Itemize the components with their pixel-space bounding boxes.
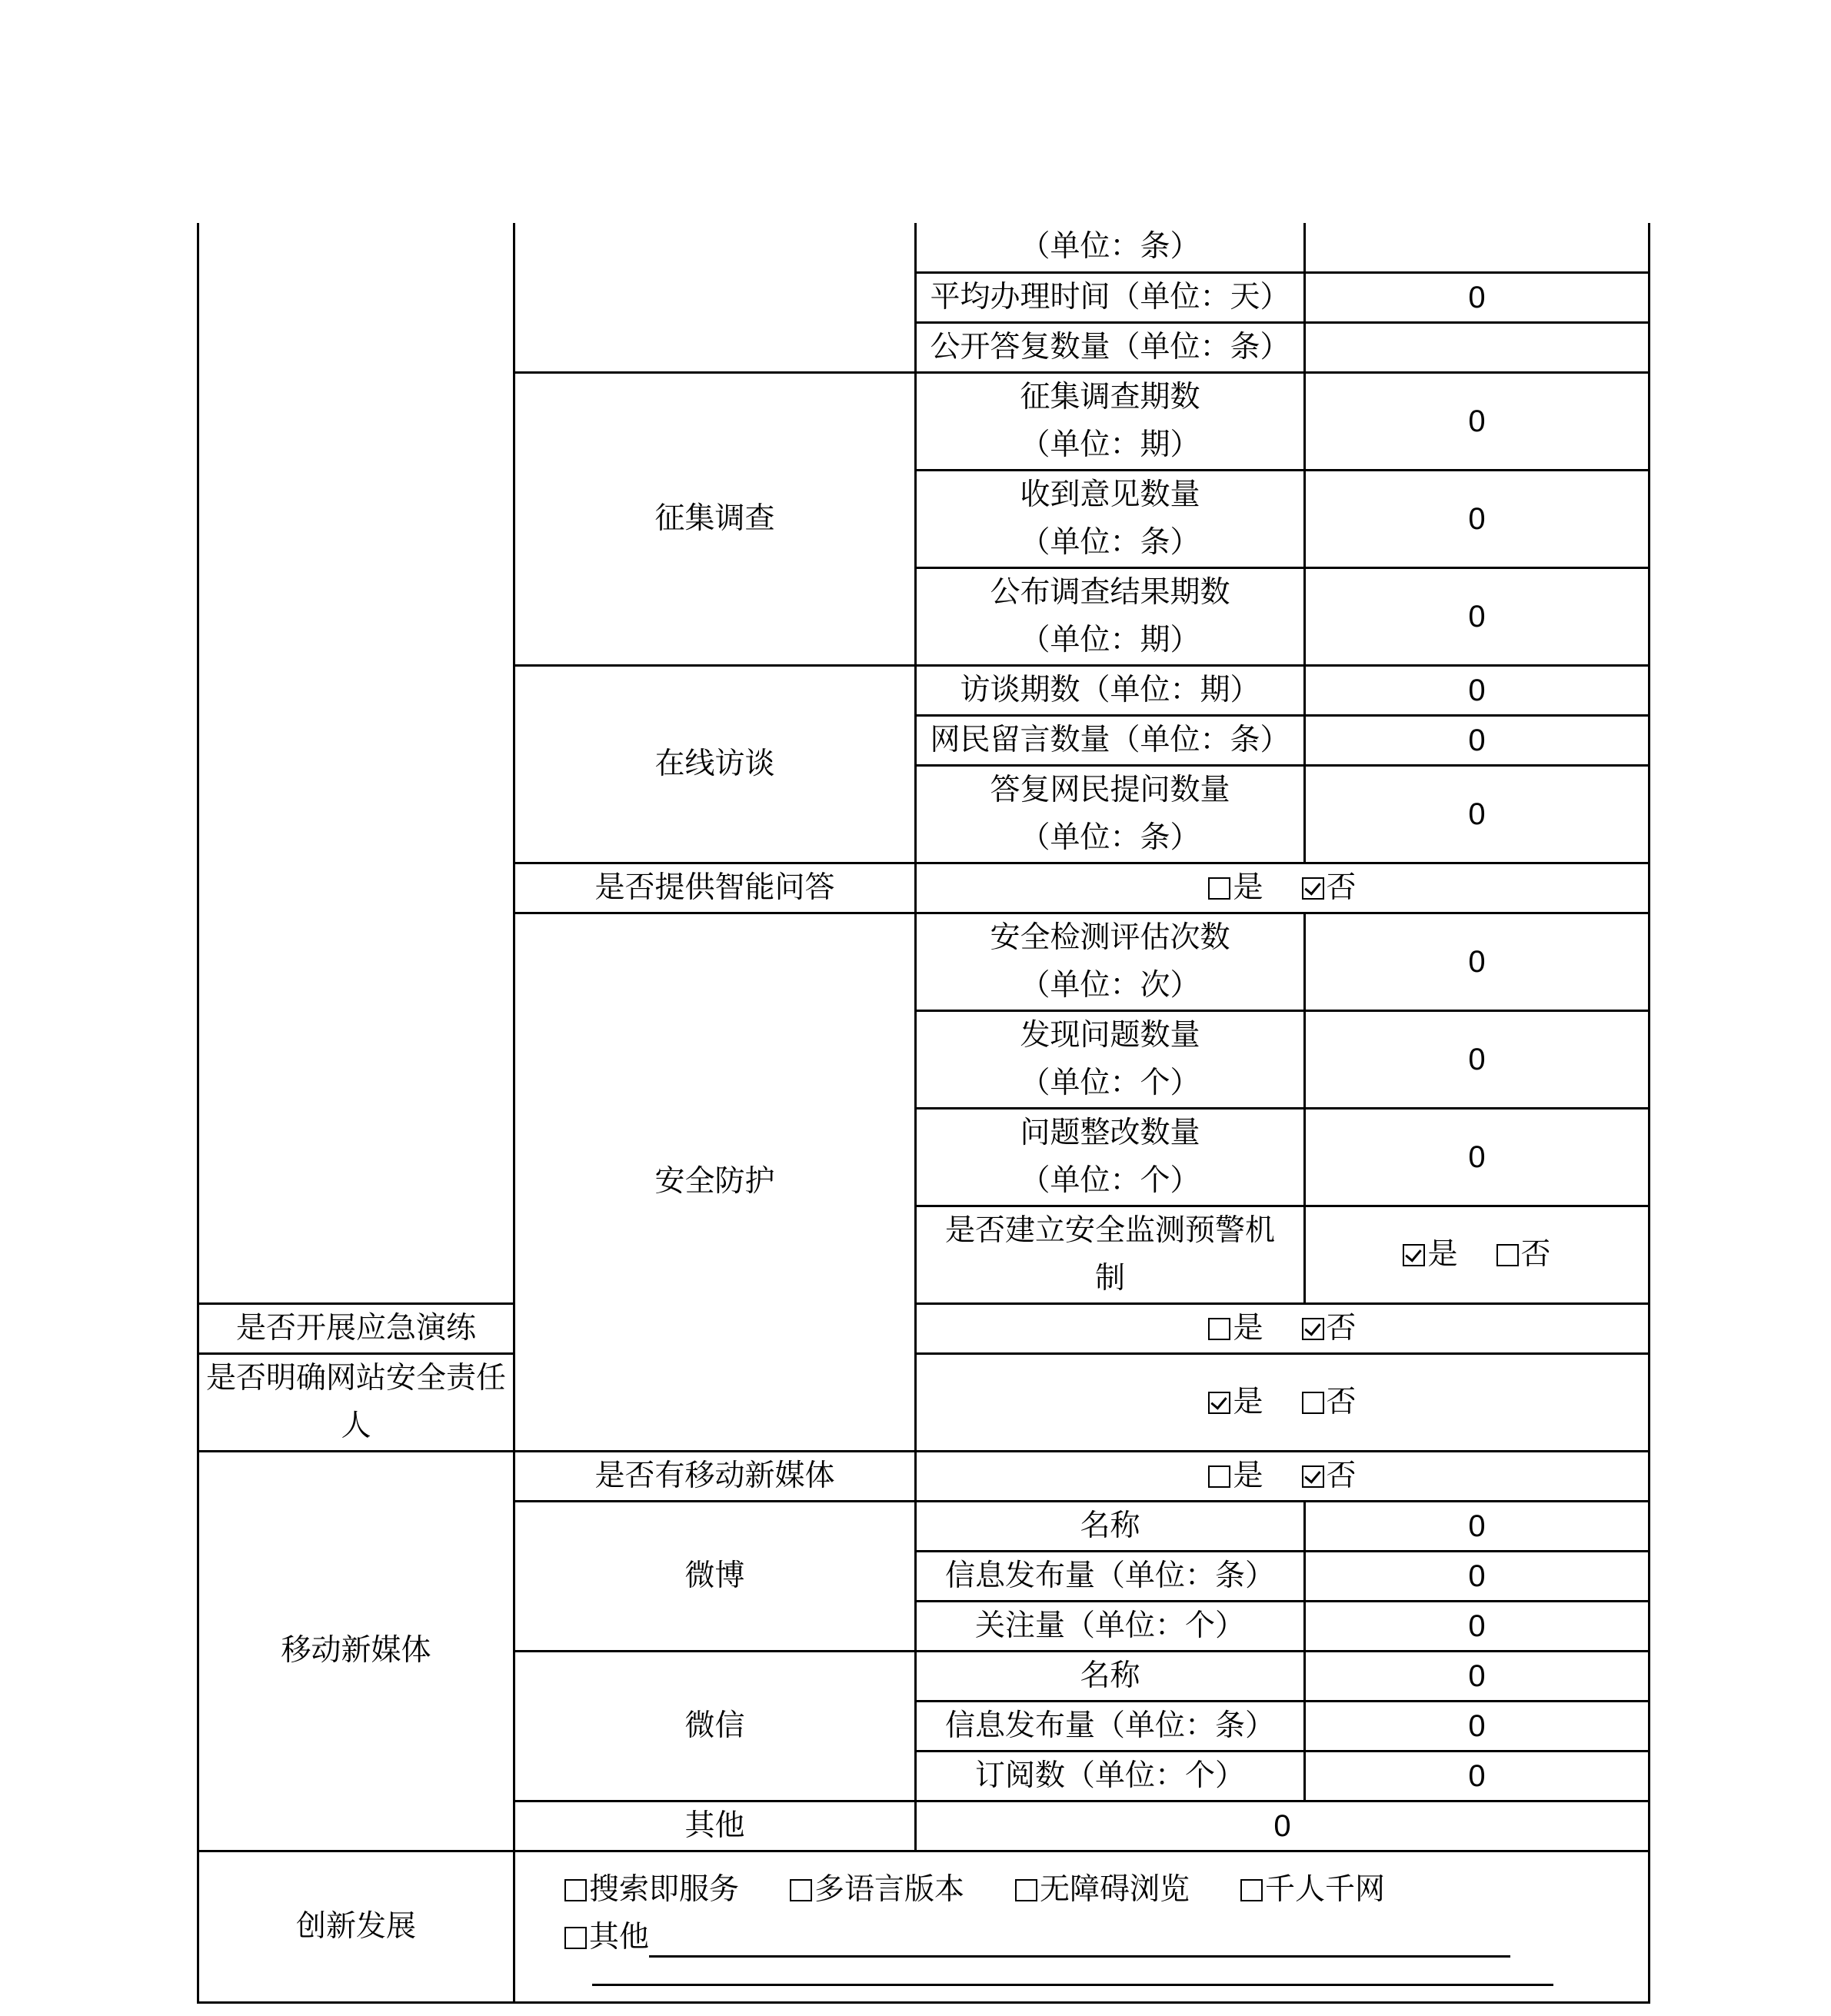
checked-checkbox-icon[interactable] (1302, 1318, 1324, 1340)
metric-label (916, 372, 1305, 470)
option-no-label: 否 (1326, 1384, 1357, 1419)
innovation-other-label: 其他 (589, 1919, 650, 1954)
option-yes-label: 是 (1233, 1310, 1263, 1346)
checked-checkbox-icon[interactable] (1302, 1465, 1324, 1488)
question-label: 是否明确网站安全责任人 (198, 1353, 514, 1451)
innovation-option-label: 千人千网 (1265, 1871, 1386, 1907)
innovation-option-label: 多语言版本 (814, 1871, 965, 1907)
innovation-other-row (564, 1914, 1648, 1961)
checked-checkbox-icon[interactable] (1302, 877, 1324, 900)
checkbox-icon[interactable] (1208, 1318, 1230, 1340)
checked-checkbox-icon[interactable] (1208, 1392, 1230, 1414)
metric-value: 0 (1305, 470, 1650, 567)
wechat-label: 微信 (514, 1651, 916, 1801)
metric-unit: （单位：期） (1020, 622, 1200, 657)
option-yes-label: 是 (1233, 1458, 1263, 1493)
yes-no-choice (916, 1451, 1650, 1501)
option-no-label: 否 (1326, 1458, 1357, 1493)
metric-label: 网民留言数量（单位：条） (916, 715, 1305, 765)
metric-value: 0 (1305, 567, 1650, 665)
checkbox-icon[interactable] (1302, 1392, 1324, 1414)
metric-unit: （单位：条） (1020, 820, 1200, 855)
metric-value: 0 (1305, 1108, 1650, 1206)
metric-label-line: 公布调查结果期数 (990, 574, 1230, 610)
metric-value: 0 (1305, 372, 1650, 470)
metric-label-line: 答复网民提问数量 (990, 772, 1230, 807)
survey-label: 征集调查 (514, 372, 916, 665)
metric-value: 0 (1305, 913, 1650, 1010)
metric-label-line: 问题整改数量 (1020, 1115, 1200, 1150)
metric-label: 关注量（单位：个） (916, 1601, 1305, 1651)
media-label: 移动新媒体 (198, 1451, 514, 1851)
metric-label: （单位：条） (916, 223, 1305, 272)
metric-value: 0 (1305, 1501, 1650, 1551)
metric-value: 0 (1305, 1010, 1650, 1108)
checkbox-icon[interactable] (1496, 1244, 1519, 1266)
question-label-line: 制 (1094, 1260, 1125, 1296)
innovation-label: 创新发展 (198, 1851, 514, 2002)
yes-no-choice (916, 863, 1650, 913)
metric-label-line: 发现问题数量 (1020, 1017, 1200, 1053)
metric-label (916, 1010, 1305, 1108)
checked-checkbox-icon[interactable] (1403, 1244, 1425, 1266)
metric-label (916, 470, 1305, 567)
metric-value: 0 (1305, 665, 1650, 715)
innovation-option-label: 搜索即服务 (589, 1871, 740, 1907)
security-label: 安全防护 (514, 913, 916, 1451)
metric-unit: （单位：次） (1020, 967, 1200, 1003)
checkbox-icon[interactable] (1240, 1879, 1263, 1901)
fill-in-line[interactable] (592, 1984, 1553, 1986)
checkbox-icon[interactable] (564, 1927, 587, 1949)
checkbox-icon[interactable] (790, 1879, 812, 1901)
report-table (197, 223, 1650, 2004)
option-yes-label: 是 (1233, 1384, 1263, 1419)
metric-label: 访谈期数（单位：期） (916, 665, 1305, 715)
metric-unit: （单位：期） (1020, 427, 1200, 462)
weibo-label: 微博 (514, 1501, 916, 1651)
question-label (916, 1206, 1305, 1303)
metric-label (916, 567, 1305, 665)
metric-value (1305, 322, 1650, 372)
checkbox-icon[interactable] (1015, 1879, 1037, 1901)
checkbox-icon[interactable] (564, 1879, 587, 1901)
metric-label: 信息发布量（单位：条） (916, 1551, 1305, 1601)
question-label: 是否提供智能问答 (514, 863, 916, 913)
metric-label (916, 765, 1305, 863)
metric-value: 0 (916, 1801, 1650, 1851)
interview-label: 在线访谈 (514, 665, 916, 863)
metric-unit: （单位：个） (1020, 1163, 1200, 1198)
metric-value: 0 (1305, 765, 1650, 863)
innovation-options (514, 1851, 1650, 2002)
metric-label: 公开答复数量（单位：条） (916, 322, 1305, 372)
option-no-label: 否 (1326, 870, 1357, 905)
subcategory-cell-continued (514, 223, 916, 372)
metric-value (1305, 223, 1650, 272)
checkbox-icon[interactable] (1208, 877, 1230, 900)
metric-label-line: 收到意见数量 (1020, 477, 1200, 512)
metric-label: 信息发布量（单位：条） (916, 1701, 1305, 1751)
metric-unit: （单位：条） (1020, 524, 1200, 560)
checkbox-icon[interactable] (1208, 1465, 1230, 1488)
metric-value: 0 (1305, 1651, 1650, 1701)
metric-label: 平均办理时间（单位：天） (916, 272, 1305, 322)
fill-in-line[interactable] (649, 1918, 1510, 1958)
other-media-label: 其他 (514, 1801, 916, 1851)
yes-no-choice (916, 1303, 1650, 1353)
option-yes-label: 是 (1427, 1236, 1458, 1272)
metric-label-line: 安全检测评估次数 (990, 920, 1230, 955)
question-label: 是否开展应急演练 (198, 1303, 514, 1353)
question-label-line: 是否建立安全监测预警机 (944, 1213, 1275, 1248)
innovation-option-row (564, 1866, 1648, 1914)
category-cell-continued (198, 223, 514, 1303)
option-no-label: 否 (1520, 1236, 1551, 1272)
option-yes-label: 是 (1233, 870, 1263, 905)
question-label: 是否有移动新媒体 (514, 1451, 916, 1501)
metric-value: 0 (1305, 1551, 1650, 1601)
metric-label (916, 1108, 1305, 1206)
innovation-option-label: 无障碍浏览 (1040, 1871, 1190, 1907)
metric-value: 0 (1305, 1751, 1650, 1801)
metric-value: 0 (1305, 272, 1650, 322)
metric-label: 名称 (916, 1651, 1305, 1701)
metric-label: 名称 (916, 1501, 1305, 1551)
metric-label-line: 征集调查期数 (1020, 379, 1200, 414)
metric-label (916, 913, 1305, 1010)
metric-value: 0 (1305, 1701, 1650, 1751)
metric-value: 0 (1305, 715, 1650, 765)
metric-label: 订阅数（单位：个） (916, 1751, 1305, 1801)
yes-no-choice (1305, 1206, 1650, 1303)
option-no-label: 否 (1326, 1310, 1357, 1346)
metric-unit: （单位：个） (1020, 1065, 1200, 1100)
metric-value: 0 (1305, 1601, 1650, 1651)
yes-no-choice (916, 1353, 1650, 1451)
